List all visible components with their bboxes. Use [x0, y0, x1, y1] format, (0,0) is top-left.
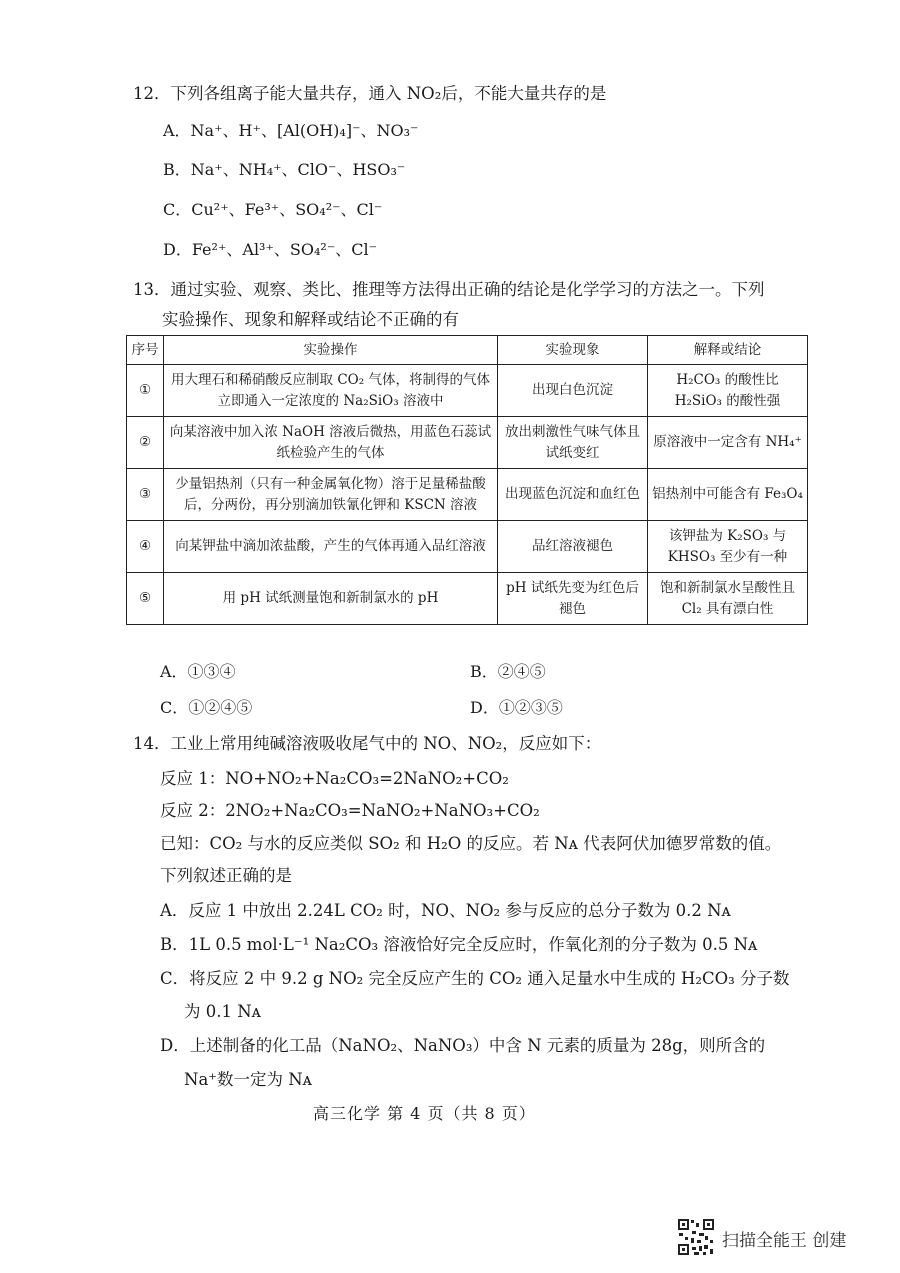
q14-option-c-line2: 为 0.1 Nᴀ: [184, 1002, 261, 1021]
row-number: ⑤: [127, 573, 164, 625]
q14-option-c-line1: C．将反应 2 中 9.2 g NO₂ 完全反应产生的 CO₂ 通入足量水中生成的 H₂CO₃ 分子数: [160, 969, 790, 988]
row-number: ①: [127, 365, 164, 417]
table-row: [127, 521, 808, 573]
table-row: [127, 469, 808, 521]
header-conclusion: 解释或结论: [648, 336, 808, 365]
row-phenomenon: 出现蓝色沉淀和血红色: [498, 469, 648, 521]
row-number: ④: [127, 521, 164, 573]
row-number: ③: [127, 469, 164, 521]
scanner-watermark: 扫描全能王 创建: [722, 1231, 847, 1251]
q14-option-d-line2: Na⁺数一定为 Nᴀ: [184, 1070, 312, 1089]
row-phenomenon: pH 试纸先变为红色后褪色: [498, 573, 648, 625]
row-phenomenon: 品红溶液褪色: [498, 521, 648, 573]
row-phenomenon: 出现白色沉淀: [498, 365, 648, 417]
header-operation: 实验操作: [164, 336, 498, 365]
row-conclusion: 原溶液中一定含有 NH₄⁺: [648, 417, 808, 469]
row-operation: 向某溶液中加入浓 NaOH 溶液后微热，用蓝色石蕊试纸检验产生的气体: [164, 417, 498, 469]
row-conclusion: 饱和新制氯水呈酸性且 Cl₂ 具有漂白性: [648, 573, 808, 625]
q13-option-c: C．①②④⑤: [160, 698, 253, 717]
q12-option-a: A．Na⁺、H⁺、[Al(OH)₄]⁻、NO₃⁻: [163, 121, 419, 140]
qr-code-icon: [677, 1218, 715, 1256]
table-row: [127, 573, 808, 625]
q12-option-c: C．Cu²⁺、Fe³⁺、SO₄²⁻、Cl⁻: [163, 200, 383, 219]
q12-option-d: D．Fe²⁺、Al³⁺、SO₄²⁻、Cl⁻: [163, 240, 378, 259]
table-header-row: [127, 336, 808, 365]
row-number: ②: [127, 417, 164, 469]
row-operation: 向某钾盐中滴加浓盐酸，产生的气体再通入品红溶液: [164, 521, 498, 573]
q14-stem: 14．工业上常用纯碱溶液吸收尾气中的 NO、NO₂，反应如下：: [133, 734, 602, 753]
q14-ask: 下列叙述正确的是: [160, 866, 292, 885]
row-conclusion: H₂CO₃ 的酸性比 H₂SiO₃ 的酸性强: [648, 365, 808, 417]
q12-option-b: B．Na⁺、NH₄⁺、ClO⁻、HSO₃⁻: [163, 160, 406, 179]
table-row: [127, 417, 808, 469]
q13-option-b: B．②④⑤: [470, 662, 546, 681]
row-phenomenon: 放出刺激性气味气体且试纸变红: [498, 417, 648, 469]
q13-stem-line2: 实验操作、现象和解释或结论不正确的有: [162, 310, 459, 329]
q14-option-d-line1: D．上述制备的化工品（NaNO₂、NaNO₃）中含 N 元素的质量为 28g，则所含的: [160, 1036, 766, 1055]
page-footer: 高三化学 第 4 页（共 8 页）: [313, 1104, 536, 1123]
q14-option-a: A．反应 1 中放出 2.24L CO₂ 时，NO、NO₂ 参与反应的总分子数为 0.2 Nᴀ: [160, 901, 731, 920]
q14-option-b: B．1L 0.5 mol·L⁻¹ Na₂CO₃ 溶液恰好完全反应时，作氧化剂的分子数为 0.5 Nᴀ: [160, 935, 758, 954]
header-no: 序号: [127, 336, 164, 365]
row-operation: 少量铝热剂（只有一种金属氧化物）溶于足量稀盐酸后，分两份，再分别滴加铁氰化钾和 KSCN 溶液: [164, 469, 498, 521]
q14-known: 已知：CO₂ 与水的反应类似 SO₂ 和 H₂O 的反应。若 Nᴀ 代表阿伏加德罗常数的值。: [160, 834, 782, 853]
row-conclusion: 该钾盐为 K₂SO₃ 与 KHSO₃ 至少有一种: [648, 521, 808, 573]
q13-option-d: D．①②③⑤: [470, 698, 563, 717]
q14-reaction-2: 反应 2：2NO₂+Na₂CO₃=NaNO₂+NaNO₃+CO₂: [160, 801, 540, 820]
row-conclusion: 铝热剂中可能含有 Fe₃O₄: [648, 469, 808, 521]
q14-reaction-1: 反应 1：NO+NO₂+Na₂CO₃=2NaNO₂+CO₂: [160, 769, 509, 788]
q12-stem: 12．下列各组离子能大量共存，通入 NO₂后，不能大量共存的是: [133, 84, 607, 103]
table-row: [127, 365, 808, 417]
row-operation: 用大理石和稀硝酸反应制取 CO₂ 气体，将制得的气体立即通入一定浓度的 Na₂SiO₃ 溶液中: [164, 365, 498, 417]
header-phenomenon: 实验现象: [498, 336, 648, 365]
q13-option-a: A．①③④: [160, 662, 236, 681]
row-operation: 用 pH 试纸测量饱和新制氯水的 pH: [164, 573, 498, 625]
experiment-table: [126, 335, 808, 625]
q13-stem-line1: 13．通过实验、观察、类比、推理等方法得出正确的结论是化学学习的方法之一。下列: [133, 280, 765, 299]
